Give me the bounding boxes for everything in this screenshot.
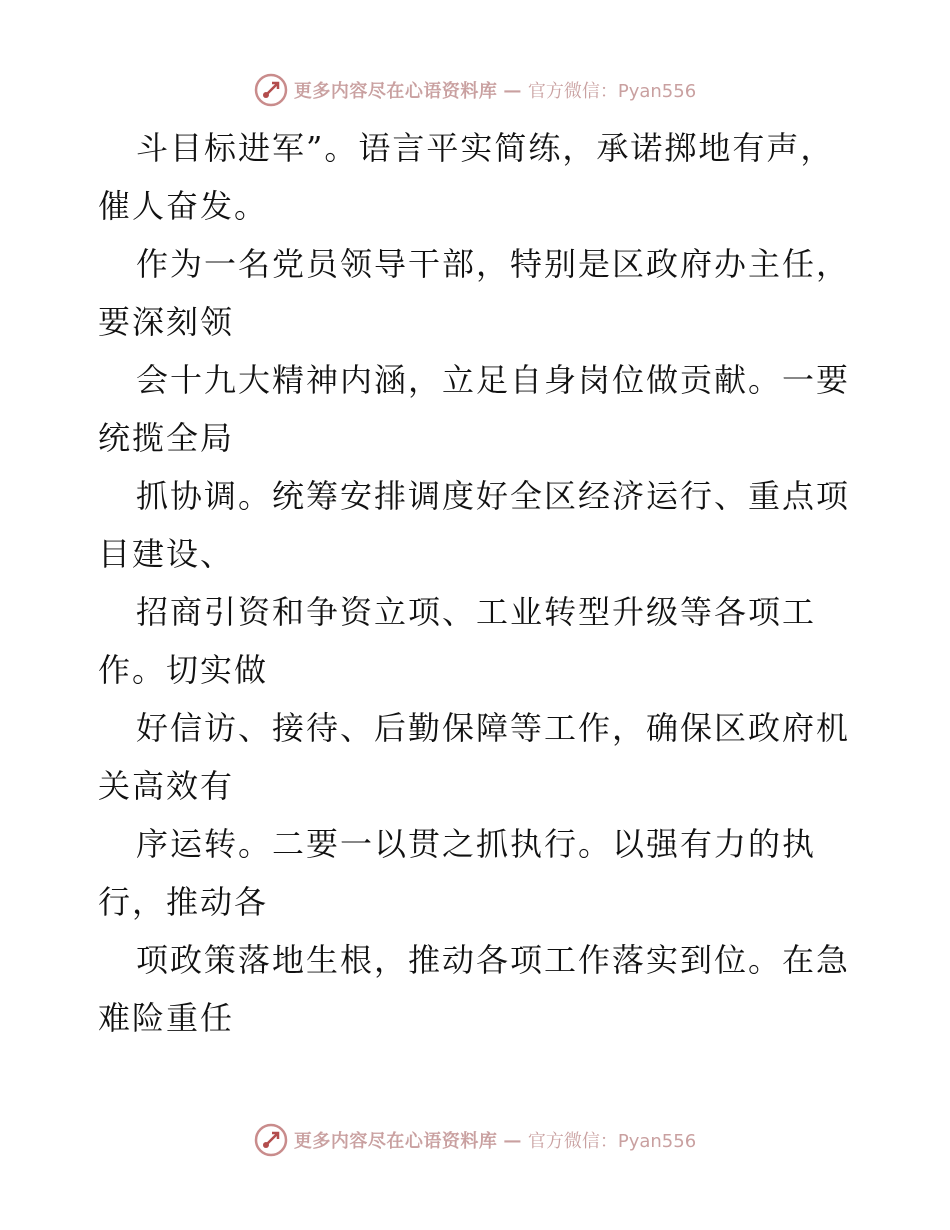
watermark-dash: — (503, 1129, 522, 1151)
text-line: 序运转。二要一以贯之抓执行。以强有力的执 (136, 825, 817, 863)
text-line: 抓协调。统筹安排调度好全区经济运行、重点项 (136, 477, 851, 515)
text-line: 统揽全局 (98, 419, 235, 457)
text-line: 项政策落地生根，推动各项工作落实到位。在急 (136, 941, 851, 979)
footer-watermark (0, 1120, 950, 1160)
watermark-wechat: 官方微信：Pyan556 (527, 1131, 697, 1152)
text-line: 关高效有 (98, 767, 235, 805)
text-line: 要深刻领 (98, 303, 235, 341)
text-line: 作。切实做 (98, 651, 269, 689)
header-watermark (0, 70, 950, 110)
watermark-text: 更多内容尽在心语资料库 (293, 81, 498, 102)
text-line: 招商引资和争资立项、工业转型升级等各项工 (136, 593, 817, 631)
watermark-text: 更多内容尽在心语资料库 (293, 1131, 498, 1152)
text-line: 催人奋发。 (98, 187, 269, 225)
brand-logo-icon (254, 73, 288, 107)
text-line: 斗目标进军”。语言平实简练，承诺掷地有声， (136, 129, 835, 167)
text-line: 目建设、 (98, 535, 235, 573)
watermark-dash: — (503, 79, 522, 101)
text-line: 难险重任 (98, 999, 235, 1037)
brand-logo-icon (254, 1123, 288, 1157)
text-line: 好信访、接待、后勤保障等工作，确保区政府机 (136, 709, 851, 747)
text-line: 行，推动各 (98, 883, 269, 921)
text-line: 作为一名党员领导干部，特别是区政府办主任， (136, 245, 851, 283)
text-line: 会十九大精神内涵，立足自身岗位做贡献。一要 (136, 361, 851, 399)
watermark-wechat: 官方微信：Pyan556 (527, 81, 697, 102)
